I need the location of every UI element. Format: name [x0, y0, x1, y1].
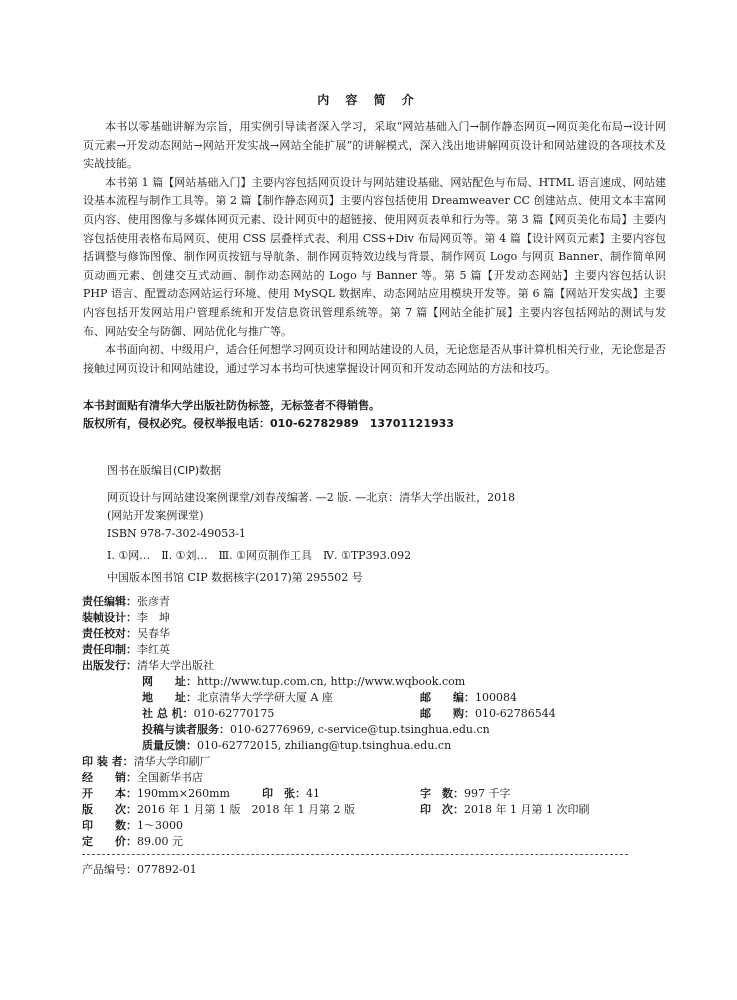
- printing-printer: [82, 754, 211, 769]
- staff-designer-value: 李 坤: [137, 611, 170, 624]
- publisher-address: [142, 690, 333, 705]
- edition-value: 2016 年 1 月第 1 版 2018 年 1 月第 2 版: [137, 803, 355, 816]
- cip-line-title: 网页设计与网站建设案例课堂/刘春茂编著. —2 版. —北京：清华大学出版社，2018: [107, 491, 516, 504]
- words-value: 997 千字: [464, 787, 511, 800]
- printing-impression: [420, 802, 589, 817]
- format-value: 190mm×260mm: [137, 787, 230, 800]
- printing-sheets: [262, 786, 320, 801]
- distributor-value: 全国新华书店: [137, 771, 203, 784]
- format-label: 开 本：: [82, 787, 137, 800]
- sheets-label: 印 张：: [262, 787, 306, 800]
- staff-designer: [82, 610, 170, 625]
- publisher-quality-feedback: [142, 738, 451, 753]
- intro-paragraph-3: 本书面向初、中级用户，适合任何想学习网页设计和网站建设的人员，无论您是否从事计算机相关行业，无论您是否接触过网页设计和网站建设，通过学习本书均可快速掌握设计网页和开发动态网站的方法和技巧。: [83, 343, 666, 375]
- staff-editor-value: 张彦青: [137, 595, 170, 608]
- printing-word-count: [420, 786, 511, 801]
- staff-editor-label: 责任编辑：: [82, 595, 137, 608]
- publisher-switchboard-label: 社 总 机：: [142, 707, 194, 720]
- intro-section: [83, 118, 666, 378]
- dashed-divider: [82, 854, 628, 855]
- staff-printing-manager: [82, 642, 170, 657]
- publisher-address-value: 北京清华大学学研大厦 A 座: [197, 691, 333, 704]
- cip-line-isbn: ISBN 978-7-302-49053-1: [107, 527, 246, 540]
- cip-line-classification: Ⅰ. ①网… Ⅱ. ①刘… Ⅲ. ①网页制作工具 Ⅳ. ①TP393.092: [107, 549, 412, 562]
- publisher-mail-order: [420, 706, 556, 721]
- cip-line-record: 中国版本图书馆 CIP 数据核字(2017)第 295502 号: [107, 571, 363, 584]
- distributor-label: 经 销：: [82, 771, 137, 784]
- publisher-service-label: 投稿与读者服务：: [142, 723, 230, 736]
- staff-proofreader-value: 吴春华: [137, 627, 170, 640]
- copyright-notice: 版权所有，侵权必究。侵权举报电话：010-62782989 13701121933: [83, 417, 454, 430]
- publisher-quality-value: 010-62772015, zhiliang@tup.tsinghua.edu.cn: [197, 739, 452, 752]
- staff-printing-label: 责任印制：: [82, 643, 137, 656]
- publisher-service-value: 010-62776969, c-service@tup.tsinghua.edu.cn: [230, 723, 490, 736]
- product-number: [82, 862, 197, 877]
- publisher-zip-label: 邮 编：: [420, 691, 475, 704]
- staff-proofreader-label: 责任校对：: [82, 627, 137, 640]
- product-number-value: 077892-01: [137, 863, 197, 876]
- printer-label: 印 装 者：: [82, 755, 134, 768]
- publisher-switchboard-value: 010-62770175: [193, 707, 275, 720]
- publisher-zip: [420, 690, 517, 705]
- printing-edition: [82, 802, 355, 817]
- staff-publisher-label: 出版发行：: [82, 659, 137, 672]
- cip-heading: 图书在版编目(CIP)数据: [107, 464, 222, 477]
- sheets-value: 41: [306, 787, 320, 800]
- staff-publisher-value: 清华大学出版社: [137, 659, 214, 672]
- printing-format: [82, 786, 230, 801]
- impression-value: 2018 年 1 月第 1 次印刷: [464, 803, 590, 816]
- publisher-address-label: 地 址：: [142, 691, 197, 704]
- intro-paragraph-2: 本书第 1 篇【网站基础入门】主要内容包括网页设计与网站建设基础、网站配色与布局、HTML 语言速成、网站建设基本流程与制作工具等。第 2 篇【制作静态网页】主要内容包括使用 Dreamweaver CC 创建站点、使用文本丰富网页内容、使用图像与多媒体网页元素、设计网页中的超链接、使用网页表单和行为等。第 3 篇【网页美化布局】主要内容包括使用表格布局网页、使用 CSS 层叠样式表、利用 CSS+Div 布局网页等。第 4 篇【设计网页元素】主要内容包括调整与修饰图像、制作网页按钮与导航条、制作网页特效边线与背景、制作网页 Logo 与网页 Banner、制作简单网页动画元素、创建交互式动画、制作动态网站的 Logo 与 Banner 等。第 5 篇【开发动态网站】主要内容包括认识 PHP 语言、配置动态网站运行环境、使用 MySQL 数据库、动态网站应用模块开发等。第 6 篇【网站开发实战】主要内容包括开发网站用户管理系统和开发信息资讯管理系统等。第 7 篇【网站全能扩展】主要内容包括网站的测试与发布、网站安全与防御、网站优化与推广等。: [83, 175, 666, 338]
- copies-label: 印 数：: [82, 819, 137, 832]
- publisher-web: [142, 674, 465, 689]
- publisher-zip-value: 100084: [475, 691, 517, 704]
- printer-value: 清华大学印刷厂: [133, 755, 211, 768]
- printing-price: [82, 834, 183, 849]
- staff-publisher: [82, 658, 214, 673]
- price-value: 89.00 元: [137, 835, 183, 848]
- staff-editor: [82, 594, 170, 609]
- page-title: 内 容 简 介: [317, 93, 420, 107]
- copies-value: 1～3000: [137, 819, 183, 832]
- anti-counterfeit-notice: 本书封面贴有清华大学出版社防伪标签，无标签者不得销售。: [83, 399, 380, 412]
- product-number-label: 产品编号：: [82, 863, 137, 876]
- printing-distributor: [82, 770, 203, 785]
- publisher-mail-value: 010-62786544: [475, 707, 556, 720]
- staff-designer-label: 装帧设计：: [82, 611, 137, 624]
- publisher-web-link[interactable]: http://www.tup.com.cn, http://www.wqbook.com: [197, 675, 466, 688]
- staff-printing-value: 李红英: [137, 643, 170, 656]
- cip-line-series: (网站开发案例课堂): [107, 509, 204, 522]
- publisher-reader-service: [142, 722, 490, 737]
- staff-proofreader: [82, 626, 170, 641]
- publisher-quality-label: 质量反馈：: [142, 739, 197, 752]
- edition-label: 版 次：: [82, 803, 137, 816]
- intro-paragraph-1: 本书以零基础讲解为宗旨，用实例引导读者深入学习，采取“网站基础入门→制作静态网页→网页美化布局→设计网页元素→开发动态网站→网站开发实战→网站全能扩展”的讲解模式，深入浅出地讲解网页设计和网站建设的各项技术及实战技能。: [83, 120, 666, 171]
- publisher-mail-label: 邮 购：: [420, 707, 475, 720]
- publisher-switchboard: [142, 706, 274, 721]
- publisher-web-label: 网 址：: [142, 675, 197, 688]
- impression-label: 印 次：: [420, 803, 464, 816]
- printing-copies: [82, 818, 183, 833]
- words-label: 字 数：: [420, 787, 464, 800]
- price-label: 定 价：: [82, 835, 137, 848]
